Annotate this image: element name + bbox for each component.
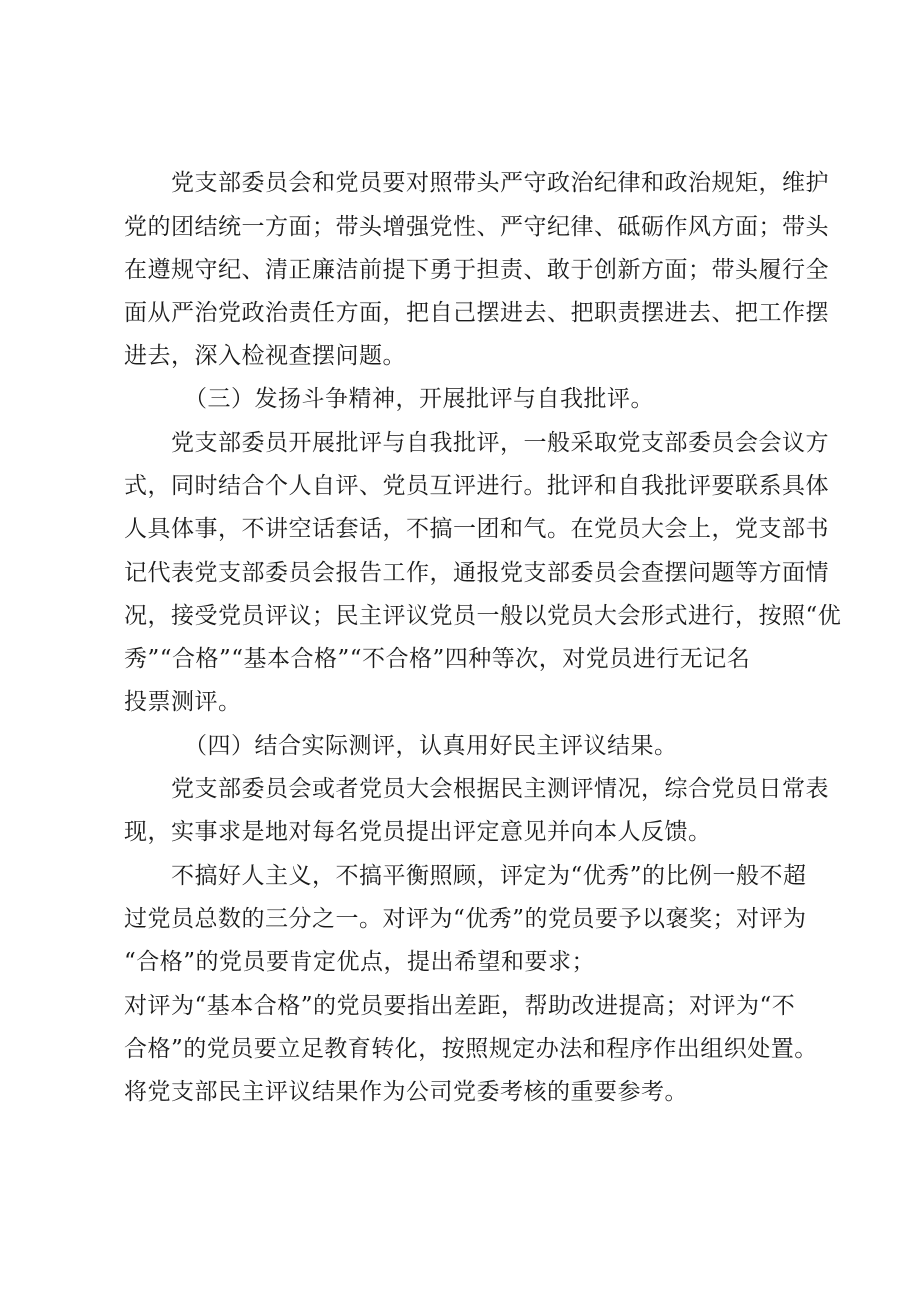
section-heading-four: （四）结合实际测评，认真用好民主评议结果。 <box>184 733 678 759</box>
paragraph-line: 投票测评。 <box>124 689 242 715</box>
paragraph-line: 面从严治党政治责任方面，把自己摆进去、把职责摆进去、把工作摆 <box>124 300 829 326</box>
paragraph-line: 党支部委员会或者党员大会根据民主测评情况，综合党员日常表 <box>171 776 829 802</box>
paragraph-line: 在遵规守纪、清正廉洁前提下勇于担责、敢于创新方面；带头履行全 <box>124 257 829 283</box>
paragraph-line: 不搞好人主义，不搞平衡照顾，评定为“优秀”的比例一般不超 <box>171 863 807 889</box>
paragraph-line: 人具体事，不讲空话套话，不搞一团和气。在党员大会上，党支部书 <box>124 516 829 542</box>
paragraph-line: 对评为“基本合格”的党员要指出差距，帮助改进提高；对评为“不 <box>124 993 796 1019</box>
paragraph-line: 记代表党支部委员会报告工作，通报党支部委员会查摆问题等方面情 <box>124 560 829 586</box>
paragraph-line: 况，接受党员评议；民主评议党员一般以党员大会形式进行，按照“优 <box>124 603 842 629</box>
paragraph-line: 党支部委员开展批评与自我批评，一般采取党支部委员会会议方 <box>171 430 829 456</box>
section-heading-three: （三）发扬斗争精神，开展批评与自我批评。 <box>184 386 654 412</box>
paragraph-line: 将党支部民主评议结果作为公司党委考核的重要参考。 <box>124 1079 688 1105</box>
paragraph-line: 党支部委员会和党员要对照带头严守政治纪律和政治规矩，维护 <box>171 170 829 196</box>
paragraph-line: 过党员总数的三分之一。对评为“优秀”的党员要予以褒奖；对评为 <box>124 906 807 932</box>
paragraph-line: 进去，深入检视查摆问题。 <box>124 343 406 369</box>
paragraph-line: 现，实事求是地对每名党员提出评定意见并向本人反馈。 <box>124 819 712 845</box>
paragraph-line: 式，同时结合个人自评、党员互评进行。批评和自我批评要联系具体 <box>124 473 829 499</box>
paragraph-line: 党的团结统一方面；带头增强党性、严守纪律、砥砺作风方面；带头 <box>124 214 829 240</box>
paragraph-line: “合格”的党员要肯定优点，提出希望和要求； <box>124 949 596 975</box>
paragraph-line: 秀”“合格”“基本合格”“不合格”四种等次，对党员进行无记名 <box>124 646 751 672</box>
paragraph-line: 合格”的党员要立足教育转化，按照规定办法和程序作出组织处置。 <box>124 1036 818 1062</box>
